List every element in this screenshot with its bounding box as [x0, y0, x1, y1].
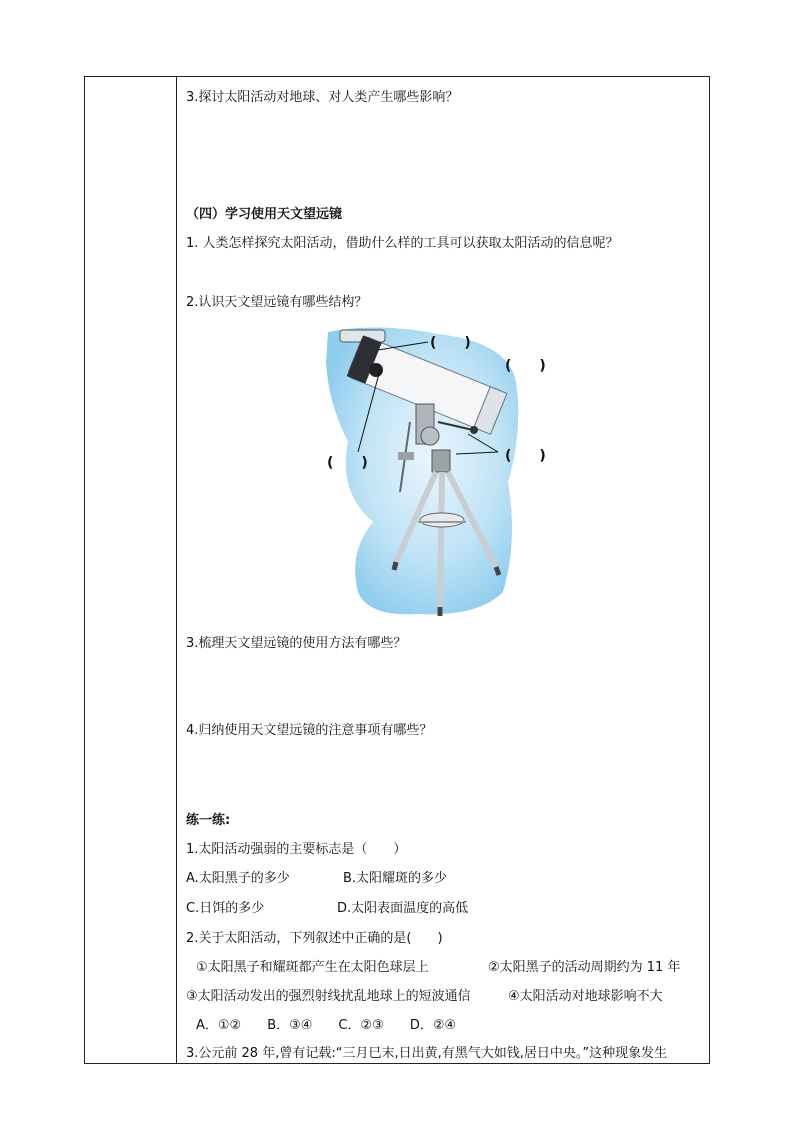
practice-2-options: A．①② B．③④ C．②③ D．②④: [196, 1018, 457, 1033]
practice-2-statement-2: ②太阳黑子的活动周期约为 11 年: [488, 960, 681, 975]
practice-1-option-d: D.太阳表面温度的高低: [337, 901, 469, 916]
practice-1-option-c: C.日饵的多少: [186, 901, 265, 916]
question-solar-impact: 3.探讨太阳活动对地球、对人类产生哪些影响？: [186, 90, 459, 105]
practice-1-option-a: A.太阳黑子的多少: [186, 871, 290, 886]
question-precautions: 4.归纳使用天文望远镜的注意事项有哪些？: [186, 723, 433, 738]
practice-2-statement-1: ①太阳黑子和耀斑都产生在太阳色球层上: [196, 960, 429, 975]
practice-2-statement-4: ④太阳活动对地球影响不大: [508, 989, 663, 1004]
question-usage: 3.梳理天文望远镜的使用方法有哪些？: [186, 636, 407, 651]
practice-2-statement-3: ③太阳活动发出的强烈射线扰乱地球上的短波通信: [186, 989, 471, 1004]
blank-finder: ( ): [430, 335, 471, 351]
blank-tube: ( ): [505, 358, 546, 374]
practice-title: 练一练:: [186, 813, 231, 828]
question-structure: 2.认识天文望远镜有哪些结构？: [186, 295, 368, 310]
column-divider: [176, 76, 177, 1064]
practice-1-stem: 1.太阳活动强弱的主要标志是（ ）: [186, 842, 407, 857]
question-tools: 1. 人类怎样探究太阳活动，借助什么样的工具可以获取太阳活动的信息呢？: [186, 236, 619, 251]
blank-eyepiece: ( ): [327, 455, 368, 471]
practice-3-stem: 3.公元前 28 年,曾有记载:“三月巳末,日出黄,有黑气大如钱,居日中央。”这种现象发生: [186, 1046, 668, 1061]
practice-2-stem: 2.关于太阳活动，下列叙述中正确的是( ): [186, 931, 443, 946]
blank-knobs: ( ): [505, 448, 546, 464]
section-title-telescope: （四）学习使用天文望远镜: [186, 207, 343, 222]
practice-1-option-b: B.太阳耀斑的多少: [343, 871, 448, 886]
